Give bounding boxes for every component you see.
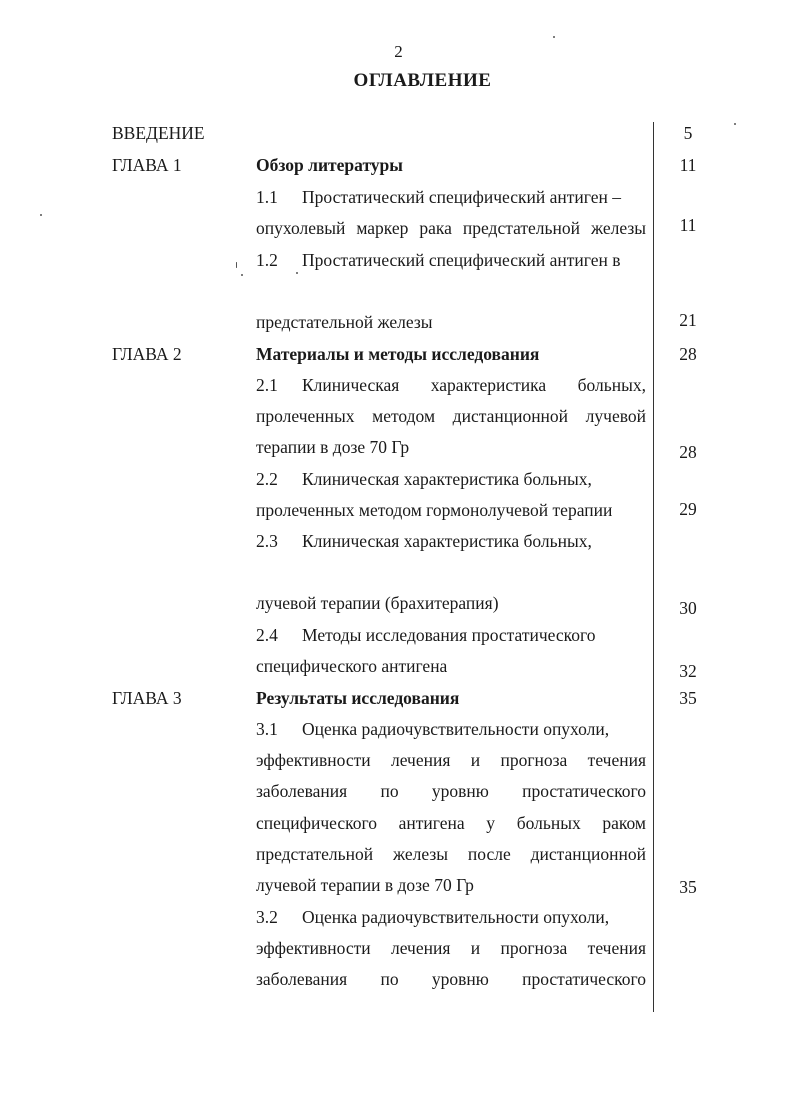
chapter1-label: ГЛАВА 1: [112, 155, 182, 175]
scan-speck: [40, 214, 42, 216]
section-3-1-line3: заболевания по уровню простатического: [256, 781, 646, 801]
section-2-4-text1: Методы исследования простатического: [302, 625, 596, 645]
chapter3-page: 35: [679, 688, 697, 708]
chapter2-title: Материалы и методы исследования: [256, 344, 540, 364]
section-2-3-text1: Клиническая характеристика больных,: [302, 531, 592, 551]
section-3-2-line2: эффективности лечения и прогноза течения: [256, 938, 646, 958]
section-2-4-number: 2.4: [256, 625, 278, 645]
section-2-3-line1: [256, 531, 646, 551]
chapter2-label: ГЛАВА 2: [112, 344, 182, 364]
section-3-1-number: 3.1: [256, 719, 278, 739]
section-2-3-page: 30: [679, 598, 697, 618]
section-3-1-line1: [256, 719, 646, 739]
chapter3-title: Результаты исследования: [256, 688, 460, 708]
section-2-1-line3: терапии в дозе 70 Гр: [256, 437, 410, 457]
section-3-2-line1: [256, 907, 646, 927]
section-1-2-number: 1.2: [256, 250, 278, 270]
section-3-1-page: 35: [679, 877, 697, 897]
section-1-1-text1: Простатический специфический антиген –: [302, 187, 621, 207]
section-3-1-line4: специфического антигена у больных раком: [256, 813, 646, 833]
section-1-2-text1: Простатический специфический антиген в: [302, 250, 621, 270]
section-3-2-number: 3.2: [256, 907, 278, 927]
scan-speck: [734, 123, 736, 125]
section-2-2-text1: Клиническая характеристика больных,: [302, 469, 592, 489]
scan-speck: [296, 272, 298, 274]
section-3-1-line5: предстательной железы после дистанционной: [256, 844, 646, 864]
section-1-1-line1: [256, 187, 646, 207]
intro-page: 5: [683, 123, 693, 143]
section-2-2-page: 29: [679, 499, 697, 519]
chapter1-page: 11: [679, 155, 697, 175]
page-column-divider: [653, 122, 654, 1012]
chapter2-page: 28: [679, 344, 697, 364]
section-2-2-number: 2.2: [256, 469, 278, 489]
section-1-2-line1: [256, 250, 646, 270]
section-1-2-page: 21: [679, 310, 697, 330]
section-2-3-number: 2.3: [256, 531, 278, 551]
section-2-1-page: 28: [679, 442, 697, 462]
section-3-1-line2: эффективности лечения и прогноза течения: [256, 750, 646, 770]
section-2-4-page: 32: [679, 661, 697, 681]
section-1-1-page: 11: [679, 215, 697, 235]
section-3-1-text1: Оценка радиочувствительности опухоли,: [302, 719, 610, 739]
section-1-2-line3: предстательной железы: [256, 312, 433, 332]
section-2-1-number: 2.1: [256, 375, 278, 395]
section-2-1-text1: Клиническая характеристика больных,: [302, 375, 646, 395]
section-1-1-line2: опухолевый маркер рака предстательной железы: [256, 218, 646, 238]
section-2-3-line3: лучевой терапии (брахитерапия): [256, 593, 499, 613]
intro-label: ВВЕДЕНИЕ: [112, 123, 205, 143]
scan-speck: [241, 274, 243, 276]
page-title: ОГЛАВЛЕНИЕ: [353, 70, 492, 91]
section-2-2-line2: пролеченных методом гормонолучевой терапии: [256, 500, 613, 520]
chapter1-title: Обзор литературы: [256, 155, 403, 175]
section-2-1-line1: [256, 375, 646, 395]
section-2-4-line2: специфического антигена: [256, 656, 448, 676]
section-1-1-number: 1.1: [256, 187, 278, 207]
section-2-1-line2: пролеченных методом дистанционной лучевой: [256, 406, 646, 426]
scan-speck: [553, 36, 555, 38]
page-number: 2: [394, 42, 403, 61]
section-3-2-text1: Оценка радиочувствительности опухоли,: [302, 907, 610, 927]
scan-speck: [236, 262, 237, 268]
chapter3-label: ГЛАВА 3: [112, 688, 182, 708]
section-3-1-line6: лучевой терапии в дозе 70 Гр: [256, 875, 474, 895]
section-3-2-line3: заболевания по уровню простатического: [256, 969, 646, 989]
section-2-4-line1: [256, 625, 646, 645]
section-2-2-line1: [256, 469, 646, 489]
